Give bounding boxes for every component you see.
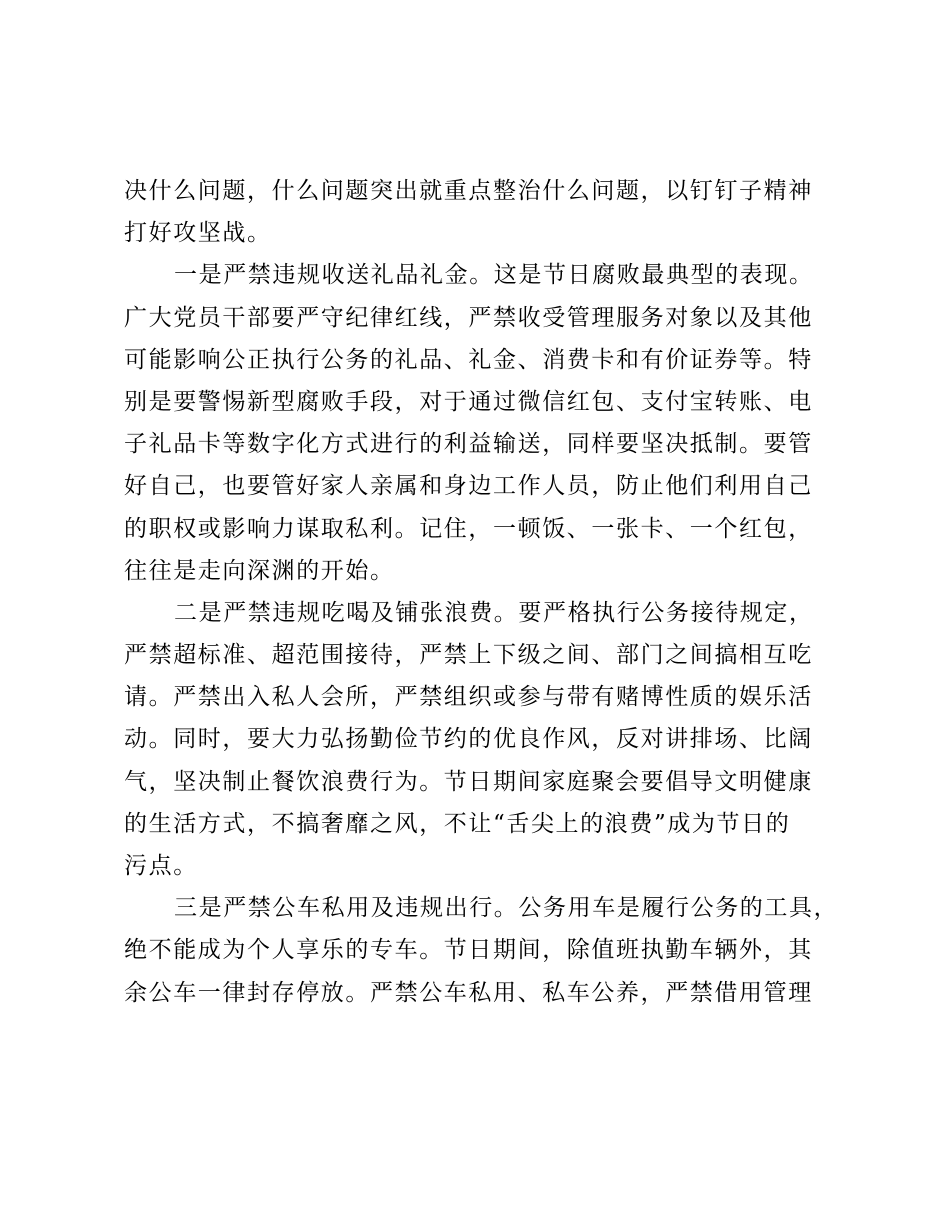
text-line: 打好攻坚战。 bbox=[124, 220, 272, 247]
text-line: 往往是走向深渊的开始。 bbox=[124, 557, 395, 584]
paragraph-vehicles bbox=[124, 887, 839, 1014]
text-line: 动。同时，要大力弘扬勤俭节约的优良作风，反对讲排场、比阔 bbox=[124, 726, 813, 753]
text-line: 的生活方式，不搞奢靡之风，不让“舌尖上的浪费”成为节日的 bbox=[124, 810, 791, 837]
text-line: 广大党员干部要严守纪律红线，严禁收受管理服务对象以及其他 bbox=[124, 304, 813, 331]
paragraph-gifts bbox=[124, 254, 839, 592]
paragraph-continuation bbox=[124, 170, 839, 254]
text-line: 三是严禁公车私用及违规出行。公务用车是履行公务的工具， bbox=[174, 895, 839, 922]
text-line: 请。严禁出入私人会所，严禁组织或参与带有赌博性质的娱乐活 bbox=[124, 684, 813, 711]
text-line: 一是严禁违规收送礼品礼金。这是节日腐败最典型的表现。 bbox=[174, 262, 814, 289]
paragraph-dining bbox=[124, 592, 839, 887]
text-line: 二是严禁违规吃喝及铺张浪费。要严格执行公务接待规定， bbox=[174, 599, 814, 626]
text-line: 别是要警惕新型腐败手段，对于通过微信红包、支付宝转账、电 bbox=[124, 388, 813, 415]
text-line: 余公车一律封存停放。严禁公车私用、私车公养，严禁借用管理 bbox=[124, 979, 813, 1006]
text-line: 污点。 bbox=[124, 853, 198, 879]
text-line: 子礼品卡等数字化方式进行的利益输送，同样要坚决抵制。要管 bbox=[124, 431, 813, 458]
text-line: 的职权或影响力谋取私利。记住，一顿饭、一张卡、一个红包， bbox=[124, 515, 813, 542]
text-line: 绝不能成为个人享乐的专车。节日期间，除值班执勤车辆外，其 bbox=[124, 937, 813, 964]
text-line: 严禁超标准、超范围接待，严禁上下级之间、部门之间搞相互吃 bbox=[124, 642, 813, 669]
text-line: 可能影响公正执行公务的礼品、礼金、消费卡和有价证券等。特 bbox=[124, 346, 813, 373]
text-line: 气，坚决制止餐饮浪费行为。节日期间家庭聚会要倡导文明健康 bbox=[124, 768, 813, 795]
text-line: 好自己，也要管好家人亲属和身边工作人员，防止他们利用自己 bbox=[124, 473, 813, 500]
text-line: 决什么问题，什么问题突出就重点整治什么问题，以钉钉子精神 bbox=[124, 178, 813, 204]
document-body bbox=[124, 170, 839, 1014]
